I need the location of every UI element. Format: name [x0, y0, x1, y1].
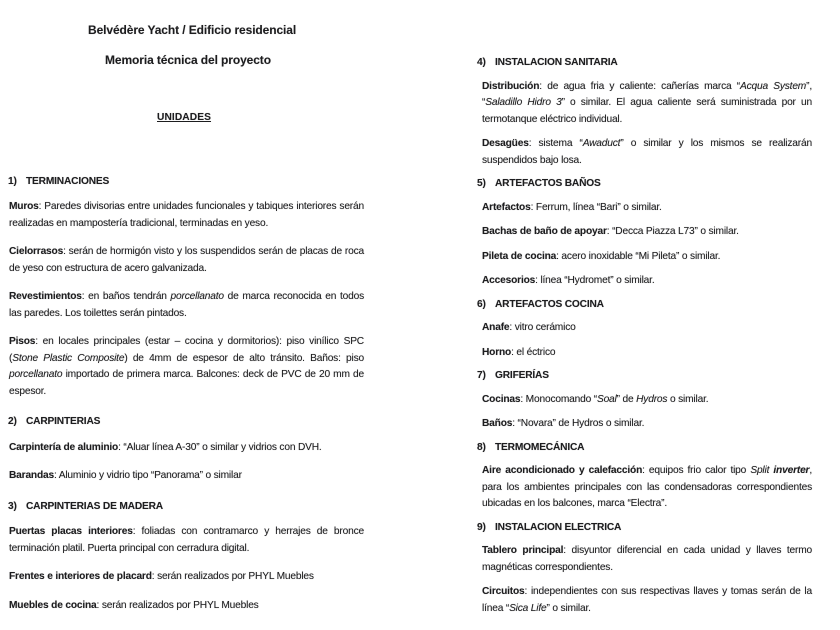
- section-title: ARTEFACTOS COCINA: [495, 298, 604, 310]
- paragraph-lead: Barandas: [9, 470, 54, 481]
- paragraph-text: Saladillo Hidro 3: [485, 97, 562, 108]
- paragraph-text: : línea “Hydromet” o similar.: [535, 275, 655, 286]
- section-title: ARTEFACTOS BAÑOS: [495, 178, 601, 189]
- section-2: [9, 414, 364, 485]
- section-number: 8): [477, 441, 486, 453]
- paragraph-text: : sistema “: [528, 138, 583, 149]
- section-title: TERMINACIONES: [26, 175, 110, 187]
- paragraph-lead: Puertas placas interiores: [9, 526, 133, 537]
- section-heading: [8, 414, 364, 431]
- section-number: 9): [477, 521, 486, 533]
- paragraph-text: : el éctrico: [511, 346, 556, 358]
- paragraph-text: : vitro cerámico: [509, 322, 576, 333]
- section-6: [477, 297, 812, 362]
- paragraph: [9, 199, 364, 232]
- section-5: [477, 176, 812, 290]
- section-heading: [8, 499, 364, 516]
- section-number: 6): [477, 298, 486, 310]
- paragraph-text: ” o similar y los mismos se realizarán suspendidos bajo losa.: [482, 138, 812, 166]
- paragraph: [9, 289, 364, 322]
- paragraph-lead: Pisos: [9, 336, 36, 347]
- section-title: INSTALACION ELECTRICA: [495, 521, 622, 533]
- paragraph: [482, 273, 812, 290]
- paragraph-lead: Aire acondicionado y calefacción: [482, 465, 643, 476]
- paragraph-text: : “Aluar línea A-30” o similar y vidrios con DVH.: [118, 441, 322, 453]
- paragraph-lead: Distribución: [482, 80, 540, 92]
- section-7: [477, 368, 812, 433]
- paragraph: [482, 543, 812, 576]
- paragraph-text: : en locales principales (estar – cocina y dormitorios): piso vinílico SPC (: [9, 336, 364, 364]
- section-heading: [477, 520, 812, 537]
- paragraph: [482, 249, 812, 266]
- paragraph-lead: Pileta de cocina: [482, 250, 557, 262]
- paragraph-text: Soal: [596, 393, 617, 405]
- paragraph: [482, 136, 812, 169]
- right-sections: [477, 55, 812, 617]
- paragraph-text: : en baños tendrán: [81, 291, 171, 302]
- section-heading: [477, 55, 812, 72]
- section-number: 4): [477, 57, 486, 68]
- paragraph-text: , para los ambientes principales con las condensadoras correspondientes ubicadas en los balcones, marca “Electra”.: [482, 465, 812, 509]
- paragraph-text: : equipos frio calor tipo: [642, 465, 751, 476]
- paragraph: [482, 79, 812, 129]
- paragraph-text: porcellanato: [170, 291, 224, 302]
- paragraph-text: Awaduct: [582, 138, 621, 149]
- paragraph: [9, 598, 364, 615]
- paragraph-lead: Desagües: [482, 138, 529, 149]
- section-number: 7): [477, 370, 486, 381]
- paragraph: [9, 334, 364, 400]
- paragraph-text: ”, “: [482, 80, 812, 108]
- paragraph-lead: Bachas de baño de apoyar: [482, 226, 607, 237]
- paragraph: [9, 440, 364, 457]
- paragraph-text: : “Decca Piazza L73” o similar.: [606, 226, 739, 237]
- section-number: 5): [477, 178, 486, 189]
- paragraph-text: Acqua System: [739, 80, 807, 92]
- section-number: 1): [8, 175, 17, 187]
- paragraph: [9, 468, 364, 485]
- paragraph-lead: inverter: [773, 465, 810, 476]
- paragraph-lead: Carpintería de aluminio: [9, 441, 119, 453]
- paragraph: [482, 392, 812, 409]
- paragraph-text: Hydros: [636, 393, 668, 405]
- document-title: Belvédère Yacht / Edificio residencial: [88, 23, 297, 37]
- document-subtitle: Memoria técnica del proyecto: [105, 52, 271, 67]
- paragraph: [482, 320, 812, 337]
- section-title: GRIFERÍAS: [495, 370, 549, 381]
- paragraph-lead: Circuitos: [482, 586, 525, 597]
- section-9: [477, 520, 812, 618]
- paragraph-lead: Muros: [9, 201, 39, 212]
- section-heading: [477, 297, 812, 314]
- paragraph-lead: Anafe: [482, 322, 510, 333]
- units-heading: UNIDADES: [157, 112, 212, 123]
- paragraph-text: : Ferrum, línea “Bari” o similar.: [530, 201, 662, 213]
- section-heading: [477, 176, 812, 193]
- paragraph-text: de marca reconocida en todos las paredes. Los toilettes serán pintados.: [9, 291, 364, 319]
- section-heading: [477, 368, 812, 385]
- section-title: CARPINTERIAS: [26, 416, 101, 427]
- section-heading: [8, 174, 364, 191]
- paragraph-text: ) de 4mm de espesor de alto tránsito. Baños: piso: [124, 352, 364, 364]
- paragraph-text: : Aluminio y vidrio tipo “Panorama” o similar: [54, 470, 242, 481]
- paragraph: [482, 584, 812, 617]
- paragraph-text: ” o similar.: [546, 602, 591, 614]
- paragraph-text: ” o similar. El agua caliente será suministrada por un termotanque eléctrico individual.: [482, 97, 812, 125]
- paragraph-text: : serán realizados por PHYL Muebles: [151, 571, 314, 582]
- left-column: [9, 0, 364, 614]
- paragraph-text: porcellanato: [9, 369, 63, 380]
- paragraph-lead: Accesorios: [482, 275, 536, 286]
- paragraph-text: Sica Life: [509, 602, 547, 614]
- section-8: [477, 440, 812, 513]
- right-column: [477, 0, 812, 617]
- paragraph-lead: Artefactos: [482, 201, 531, 213]
- paragraph-text: : Paredes divisorias entre unidades funcionales y tabiques interiores serán realizadas en mampostería tradicional, terminadas en yeso.: [9, 201, 364, 229]
- paragraph: [482, 416, 812, 433]
- paragraph: [482, 224, 812, 241]
- paragraph-text: : foliadas con contramarco y herrajes de bronce terminación platil. Puerta principal con cerradura digital.: [9, 526, 364, 554]
- paragraph-text: : “Novara” de Hydros o similar.: [512, 418, 645, 429]
- paragraph-lead: Cocinas: [482, 393, 521, 405]
- paragraph: [9, 524, 364, 557]
- paragraph-text: : de agua fria y caliente: cañerías marca “: [539, 80, 740, 92]
- section-title: CARPINTERIAS DE MADERA: [26, 500, 163, 512]
- paragraph: [482, 463, 812, 513]
- section-4: [477, 55, 812, 169]
- paragraph-text: : acero inoxidable “Mi Pileta” o similar.: [556, 250, 721, 262]
- section-3: [9, 499, 364, 615]
- section-number: 3): [8, 500, 17, 512]
- paragraph-text: : disyuntor diferencial en cada unidad y llaves termo magnéticas correspondientes.: [482, 545, 812, 573]
- paragraph-lead: Frentes e interiores de placard: [9, 571, 152, 582]
- paragraph-lead: Tablero principal: [482, 545, 564, 556]
- paragraph-text: : Monocomando “: [520, 393, 597, 405]
- paragraph: [482, 200, 812, 217]
- paragraph-lead: Horno: [482, 346, 512, 358]
- paragraph-text: : serán realizados por PHYL Muebles: [96, 599, 259, 611]
- paragraph-lead: Cielorrasos: [9, 246, 64, 257]
- paragraph: [9, 244, 364, 277]
- paragraph-text: : independientes con sus respectivas llaves y tomas serán de la línea “: [482, 586, 812, 614]
- section-1: [9, 174, 364, 401]
- paragraph-text: o similar.: [667, 393, 709, 405]
- section-number: 2): [8, 416, 17, 427]
- paragraph-text: importado de primera marca. Balcones: deck de PVC de 20 mm de espesor.: [9, 369, 364, 397]
- paragraph-lead: Revestimientos: [9, 291, 82, 302]
- paragraph-lead: Muebles de cocina: [9, 599, 97, 611]
- section-heading: [477, 440, 812, 457]
- paragraph-text: Stone Plastic Composite: [12, 352, 125, 364]
- paragraph-text: ” de: [616, 393, 637, 405]
- paragraph: [482, 345, 812, 362]
- paragraph-lead: Baños: [482, 418, 513, 429]
- paragraph: [9, 569, 364, 586]
- paragraph-text: Split: [750, 465, 774, 476]
- section-title: TERMOMECÁNICA: [495, 441, 585, 453]
- section-title: INSTALACION SANITARIA: [495, 57, 618, 68]
- left-sections: [9, 174, 364, 615]
- paragraph-text: : serán de hormigón visto y los suspendidos serán de placas de roca de yeso con estructura de acero galvanizada.: [9, 246, 364, 274]
